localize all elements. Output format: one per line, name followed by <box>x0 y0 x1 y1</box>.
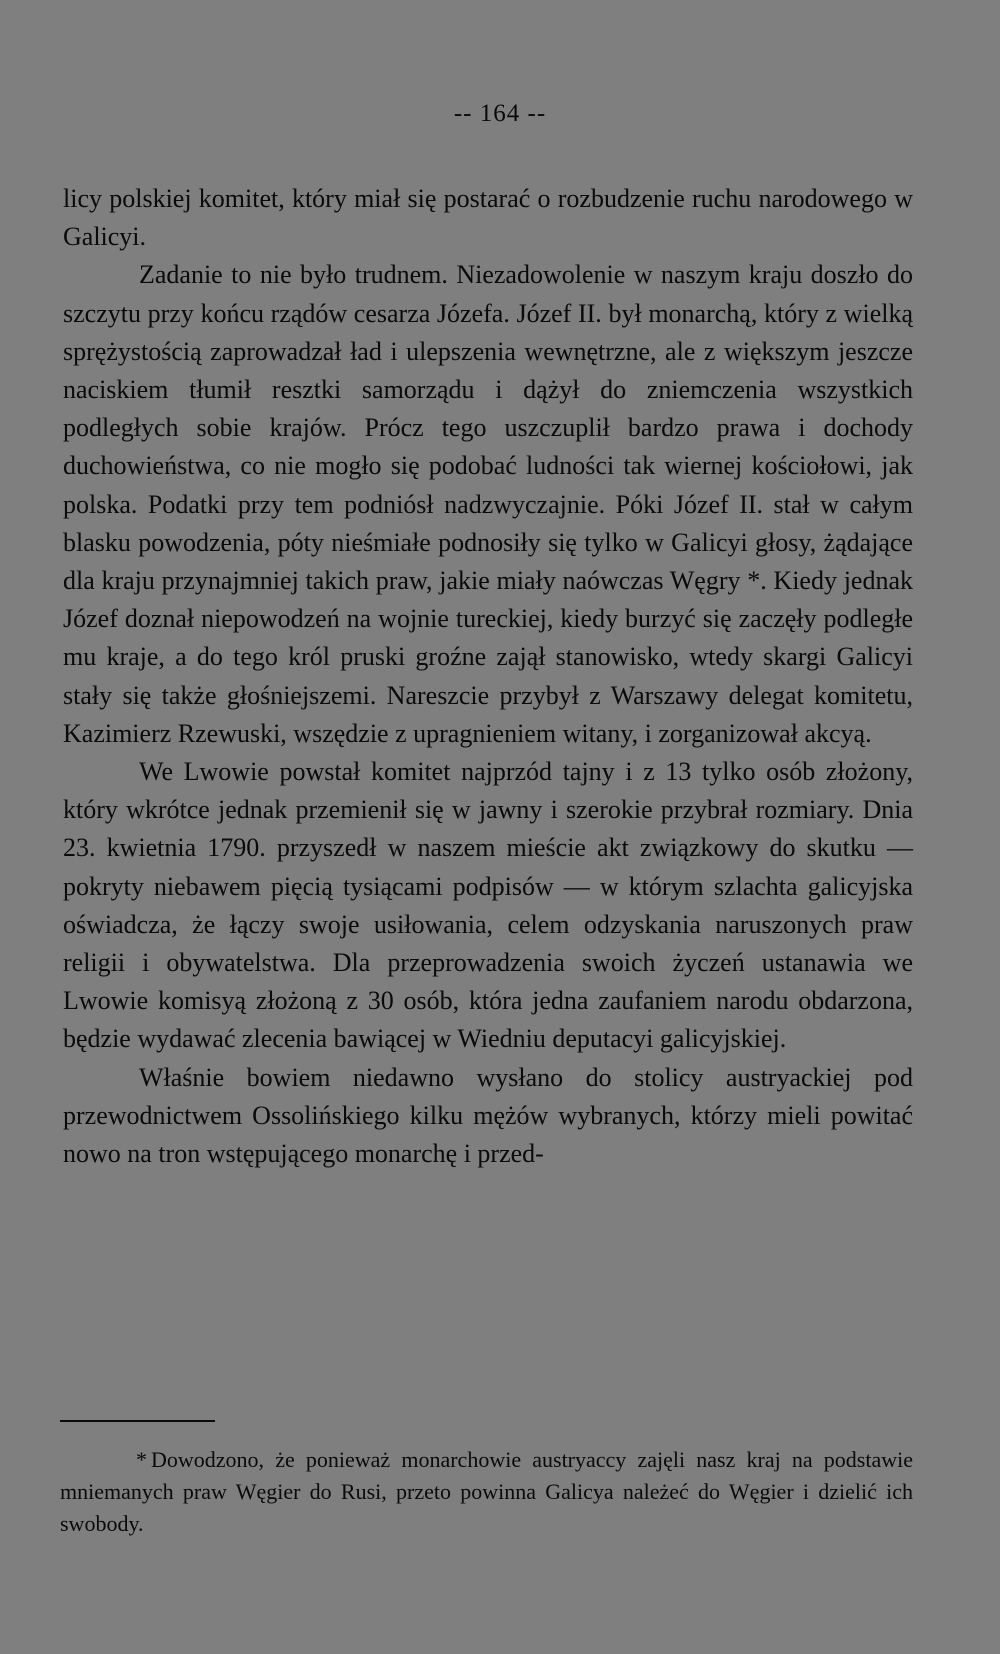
footnote-divider <box>60 1420 215 1422</box>
footnote <box>60 1444 913 1540</box>
footnote-paragraph <box>60 1444 913 1540</box>
paragraph-3: We Lwowie powstał komitet najprzód tajny i z 13 tylko osób złożony, który wkrótce jednak przemienił się w jawny i szerokie przybrał rozmiary. Dnia 23. kwietnia 1790. przyszedł w naszem mieście akt związkowy do skutku — pokryty niebawem pięcią tysiącami podpisów — w którym szlachta galicyjska oświadcza, że łączy swoje usiłowania, celem odzyskania naruszonych praw religii i obywatelstwa. Dla przeprowadzenia swoich życzeń ustanawia we Lwowie komisyą złożoną z 30 osób, która jedna zaufaniem narodu obdarzona, będzie wydawać zlecenia bawiącej w Wiedniu deputacyi galicyjskiej. <box>63 757 913 1054</box>
footnote-mark: * <box>136 1447 147 1472</box>
paragraph-1: licy polskiej komitet, który miał się postarać o rozbudzenie ruchu narodowego w Galicyi. <box>63 184 913 252</box>
footnote-text: Dowodzono, że ponieważ monarchowie austryaccy zajęli nasz kraj na podstawie mniemanych praw Węgier do Rusi, przeto powinna Galicya należeć do Węgier i dzielić ich swobody. <box>60 1447 913 1536</box>
body-text <box>63 180 913 1173</box>
page-number: -- 164 -- <box>453 100 547 127</box>
paragraph-4: Właśnie bowiem niedawno wysłano do stolicy austryackiej pod przewodnictwem Ossolińskiego kilku mężów wybranych, którzy mieli powitać nowo na tron wstępującego monarchę i przed- <box>63 1062 913 1169</box>
paragraph-2: Zadanie to nie było trudnem. Niezadowolenie w naszym kraju doszło do szczytu przy końcu rządów cesarza Józefa. Józef II. był monarchą, który z wielką sprężystością zaprowadzał ład i ulepszenia wewnętrzne, ale z większym jeszcze naciskiem tłumił resztki samorządu i dążył do zniemczenia wszystkich podległych sobie krajów. Prócz tego uszczuplił bardzo prawa i dochody duchowieństwa, co nie mogło się podobać ludności tak wiernej kościołowi, jak polska. Podatki przy tem podniósł nadzwyczajnie. Póki Józef II. stał w całym blasku powodzenia, póty nieśmiałe podnosiły się tylko w Galicyi głosy, żądające dla kraju przynajmniej takich praw, jakie miały naówczas Węgry *. Kiedy jednak Józef doznał niepowodzeń na wojnie tureckiej, kiedy burzyć się zaczęły podległe mu kraje, a do tego król pruski groźne zajął stanowisko, wtedy skargi Galicyi stały się także głośniejszemi. Nareszcie przybył z Warszawy delegat komitetu, Kazimierz Rzewuski, wszędzie z upragnieniem witany, i zorganizował akcyą. <box>63 260 913 748</box>
